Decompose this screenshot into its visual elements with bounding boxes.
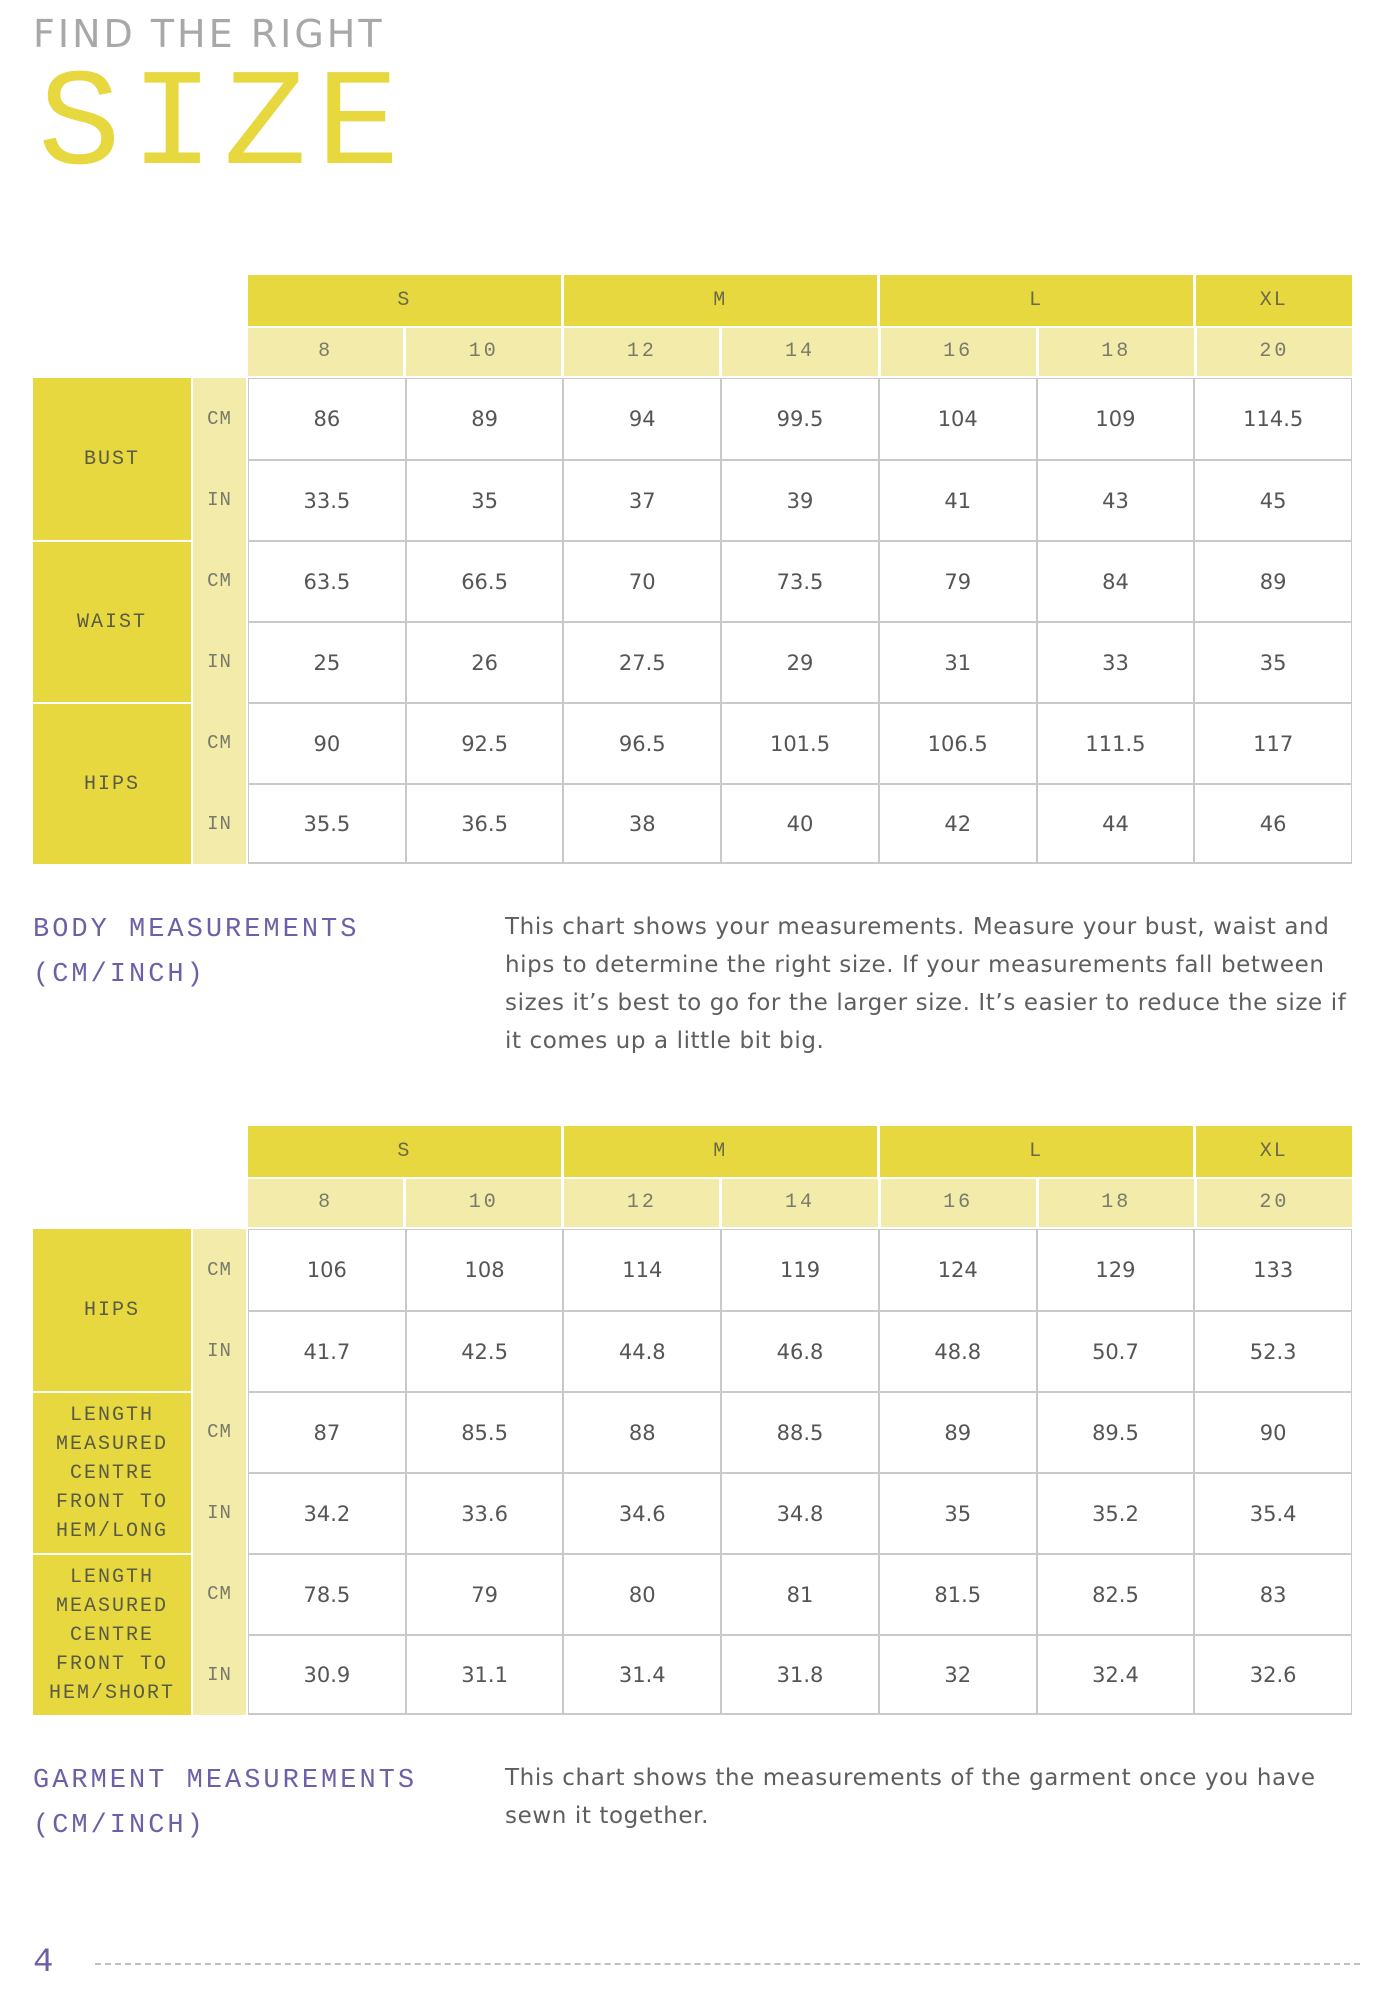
table-row (193, 1229, 1352, 1310)
table-cell: 96.5 (562, 704, 720, 783)
footer-divider (95, 1963, 1360, 1965)
table-cell: 35.2 (1036, 1474, 1194, 1553)
measurement-label: LENGTH MEASURED CENTRE FRONT TO HEM/LONG (33, 1391, 193, 1553)
measurement-group (33, 540, 1352, 702)
table-cell: 63.5 (303, 569, 351, 594)
table-cell: 81.5 (878, 1555, 1036, 1634)
table-cell: 31 (878, 623, 1036, 702)
table-cell: 32 (878, 1636, 1036, 1713)
size-number-row (248, 328, 1352, 376)
table-cell: 36.5 (405, 785, 563, 862)
body-measurements-description: This chart shows your measurements. Measure your bust, waist and hips to determine the right size. If your measurements fall between sizes it’s best to go for the larger size. It’s easier to reduce the size if it comes up a little bit big. (505, 914, 1347, 1054)
table-cell: 41.7 (303, 1339, 351, 1364)
table-cell: 44 (1036, 785, 1194, 862)
table-cell: 92.5 (405, 704, 563, 783)
table-cell: 34.8 (720, 1474, 878, 1553)
measurement-label: LENGTH MEASURED CENTRE FRONT TO HEM/SHORT (33, 1553, 193, 1715)
table-cell: 89 (405, 379, 563, 459)
table-cell: 41 (878, 461, 1036, 540)
table-cell: 31.4 (562, 1636, 720, 1713)
table-cell: 99.5 (720, 379, 878, 459)
table-cell: 33.5 (303, 488, 351, 513)
measurement-group (33, 378, 1352, 540)
table-cell: 90 (313, 731, 341, 756)
size-header-m: M (561, 1126, 877, 1177)
unit-label: IN (193, 783, 248, 864)
garment-measurements-title: GARMENT MEASUREMENTS (CM/INCH) (33, 1766, 418, 1841)
table-row (193, 540, 1352, 621)
size-number: 14 (719, 328, 877, 376)
table-cell: 29 (720, 623, 878, 702)
page-title: SIZE (38, 49, 410, 205)
unit-label: IN (193, 1310, 248, 1391)
table-cell: 94 (562, 379, 720, 459)
size-header-m: M (561, 275, 877, 326)
unit-label: IN (193, 1472, 248, 1553)
table-cell: 89.5 (1036, 1393, 1194, 1472)
size-number: 18 (1036, 328, 1194, 376)
unit-label: CM (193, 378, 248, 459)
table-row (193, 1391, 1352, 1472)
table-cell: 87 (313, 1420, 341, 1445)
size-number: 8 (248, 328, 403, 376)
table-cell: 48.8 (878, 1312, 1036, 1391)
table-cell: 35.5 (303, 811, 351, 836)
table-cell: 114.5 (1193, 379, 1351, 459)
size-number: 16 (878, 328, 1036, 376)
table-cell: 43 (1036, 461, 1194, 540)
table-row (193, 1310, 1352, 1391)
measurement-label: WAIST (33, 540, 193, 702)
table-row (193, 1553, 1352, 1634)
table-row (193, 459, 1352, 540)
table-cell: 88 (562, 1393, 720, 1472)
unit-label: IN (193, 459, 248, 540)
table-cell: 108 (405, 1230, 563, 1310)
table-cell: 88.5 (720, 1393, 878, 1472)
measurement-label: BUST (33, 378, 193, 540)
table-cell: 45 (1193, 461, 1351, 540)
table-cell: 39 (720, 461, 878, 540)
unit-label: CM (193, 702, 248, 783)
measurement-group (33, 1229, 1352, 1391)
table-cell: 106 (306, 1258, 347, 1282)
table-cell: 33 (1036, 623, 1194, 702)
table-cell: 109 (1036, 379, 1194, 459)
table-cell: 85.5 (405, 1393, 563, 1472)
table-cell: 111.5 (1036, 704, 1194, 783)
table-cell: 44.8 (562, 1312, 720, 1391)
table-cell: 78.5 (303, 1582, 351, 1607)
size-number: 12 (561, 328, 719, 376)
measurement-label: HIPS (33, 1229, 193, 1391)
size-number: 8 (248, 1179, 403, 1227)
size-header-l: L (877, 275, 1193, 326)
table-cell: 89 (878, 1393, 1036, 1472)
table-cell: 31.8 (720, 1636, 878, 1713)
measurement-group (33, 702, 1352, 864)
table-cell: 90 (1193, 1393, 1351, 1472)
garment-measurements-table (33, 1126, 1352, 1715)
size-number-row (248, 1179, 1352, 1227)
table-cell: 40 (720, 785, 878, 862)
body-measurements-table (33, 275, 1352, 864)
table-cell: 81 (720, 1555, 878, 1634)
size-header-s: S (248, 275, 561, 326)
garment-measurements-description: This chart shows the measurements of the garment once you have sewn it together. (505, 1765, 1316, 1829)
page-number: 4 (33, 1944, 54, 1982)
table-cell: 133 (1193, 1230, 1351, 1310)
size-number: 12 (561, 1179, 719, 1227)
unit-label: CM (193, 1391, 248, 1472)
table-cell: 37 (562, 461, 720, 540)
size-number: 18 (1036, 1179, 1194, 1227)
unit-label: CM (193, 540, 248, 621)
table-cell: 70 (562, 542, 720, 621)
size-header-xl: XL (1193, 275, 1352, 326)
table-body (33, 378, 1352, 864)
table-cell: 104 (878, 379, 1036, 459)
table-cell: 25 (313, 650, 341, 675)
unit-label: CM (193, 1229, 248, 1310)
table-cell: 27.5 (562, 623, 720, 702)
size-number: 14 (719, 1179, 877, 1227)
table-body (33, 1229, 1352, 1715)
table-cell: 46 (1193, 785, 1351, 862)
table-row (193, 378, 1352, 459)
table-cell: 84 (1036, 542, 1194, 621)
page-subtitle: FIND THE RIGHT (33, 12, 385, 56)
size-number: 20 (1194, 1179, 1352, 1227)
table-row (193, 1634, 1352, 1715)
table-cell: 26 (405, 623, 563, 702)
table-row (193, 621, 1352, 702)
table-cell: 114 (562, 1230, 720, 1310)
table-cell: 101.5 (720, 704, 878, 783)
measurement-group (33, 1553, 1352, 1715)
table-cell: 129 (1036, 1230, 1194, 1310)
table-cell: 89 (1193, 542, 1351, 621)
table-cell: 117 (1193, 704, 1351, 783)
size-number: 10 (403, 1179, 561, 1227)
table-cell: 35 (878, 1474, 1036, 1553)
table-cell: 32.6 (1193, 1636, 1351, 1713)
table-cell: 82.5 (1036, 1555, 1194, 1634)
size-header-row (248, 275, 1352, 326)
size-number: 16 (878, 1179, 1036, 1227)
table-cell: 119 (720, 1230, 878, 1310)
table-cell: 124 (878, 1230, 1036, 1310)
table-row (193, 702, 1352, 783)
table-cell: 52.3 (1193, 1312, 1351, 1391)
table-cell: 106.5 (878, 704, 1036, 783)
unit-label: CM (193, 1553, 248, 1634)
unit-label: IN (193, 621, 248, 702)
size-header-l: L (877, 1126, 1193, 1177)
table-cell: 35 (1193, 623, 1351, 702)
table-cell: 35.4 (1193, 1474, 1351, 1553)
table-cell: 79 (878, 542, 1036, 621)
table-row (193, 783, 1352, 864)
unit-label: IN (193, 1634, 248, 1715)
table-cell: 31.1 (405, 1636, 563, 1713)
table-cell: 38 (562, 785, 720, 862)
size-header-row (248, 1126, 1352, 1177)
table-cell: 30.9 (303, 1662, 351, 1687)
table-cell: 86 (313, 407, 341, 431)
size-header-xl: XL (1193, 1126, 1352, 1177)
table-cell: 46.8 (720, 1312, 878, 1391)
table-cell: 33.6 (405, 1474, 563, 1553)
table-cell: 32.4 (1036, 1636, 1194, 1713)
table-cell: 80 (562, 1555, 720, 1634)
body-measurements-title: BODY MEASUREMENTS (CM/INCH) (33, 915, 360, 990)
table-cell: 66.5 (405, 542, 563, 621)
table-cell: 73.5 (720, 542, 878, 621)
table-cell: 79 (405, 1555, 563, 1634)
table-cell: 83 (1193, 1555, 1351, 1634)
table-cell: 34.6 (562, 1474, 720, 1553)
size-number: 20 (1194, 328, 1352, 376)
table-cell: 34.2 (303, 1501, 351, 1526)
table-cell: 42.5 (405, 1312, 563, 1391)
table-cell: 42 (878, 785, 1036, 862)
table-row (193, 1472, 1352, 1553)
measurement-label: HIPS (33, 702, 193, 864)
measurement-group (33, 1391, 1352, 1553)
table-cell: 50.7 (1036, 1312, 1194, 1391)
size-header-s: S (248, 1126, 561, 1177)
size-number: 10 (403, 328, 561, 376)
table-cell: 35 (405, 461, 563, 540)
